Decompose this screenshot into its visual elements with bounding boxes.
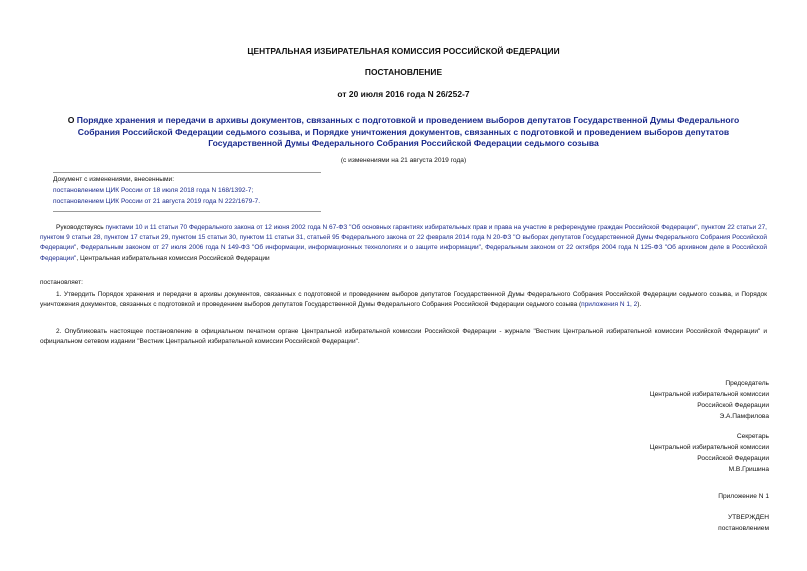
- link-law-149fz[interactable]: Федеральным законом от 27 июля 2006 года N 149-ФЗ "Об информации, информационных технологиях и о защите информации": [80, 244, 481, 252]
- document-type: ПОСТАНОВЛЕНИЕ: [364, 67, 443, 77]
- signature-org-line-2: Российской Федерации: [697, 455, 769, 462]
- link-law-125fz[interactable]: Федеральным законом от 22 октября 2004 года N 125-ФЗ "Об архивном деле в Российской Федерации": [40, 244, 767, 262]
- changes-link-2019[interactable]: постановлением ЦИК России от 21 августа 2019 года N 222/1679-7.: [53, 198, 261, 205]
- changes-link-2018[interactable]: постановлением ЦИК России от 18 июля 2018 года N 168/1392-7;: [53, 187, 254, 194]
- preamble-lead: Руководствуясь: [56, 224, 106, 231]
- signature-org-line-2: Российской Федерации: [697, 402, 769, 409]
- issuing-organization: ЦЕНТРАЛЬНАЯ ИЗБИРАТЕЛЬНАЯ КОМИССИЯ РОССИЙСКОЙ ФЕДЕРАЦИИ: [247, 46, 560, 56]
- point-1-end: ).: [637, 301, 642, 309]
- point-2-paragraph: 2. Опубликовать настоящее постановление в официальном печатном органе Центральной избирательной комиссии Российской Федерации - журнале "Вестник Центральной избирательной комиссии Российской Федерации" и официальном сетевом издании "Вестник Центральной избирательной комиссии Российской Федерации".: [40, 328, 767, 346]
- preamble-sep-2: ,: [76, 244, 81, 252]
- changes-divider-top: [53, 172, 321, 173]
- signature-role: Председатель: [725, 380, 769, 387]
- revision-note: (с изменениями на 21 августа 2019 года): [340, 157, 467, 164]
- signature-name: Э.А.Памфилова: [719, 413, 769, 420]
- changes-block: [53, 174, 353, 207]
- link-law-67fz[interactable]: пунктами 10 и 11 статьи 70 Федерального закона от 12 июня 2002 года N 67-ФЗ "Об основных гарантиях избирательных прав и права на участие в референдуме граждан Российской Федерации": [105, 224, 698, 231]
- preamble-paragraph: [40, 223, 767, 264]
- changes-divider-bottom: [53, 211, 321, 212]
- decides-label: постановляет:: [40, 279, 83, 286]
- preamble-sep-1: ,: [697, 224, 702, 231]
- document-title: [55, 115, 752, 150]
- preamble-tail: , Центральная избирательная комиссия Российской Федерации: [76, 254, 270, 262]
- title-prefix: О: [67, 115, 75, 125]
- preamble-sep-3: ,: [481, 244, 486, 252]
- signature-role: Секретарь: [736, 433, 769, 440]
- point-1-paragraph: [40, 290, 767, 310]
- link-appendices[interactable]: приложения N 1, 2: [581, 301, 638, 309]
- signature-org-line-1: Центральной избирательной комиссии: [649, 444, 769, 451]
- appendix-label: Приложение N 1: [718, 493, 769, 500]
- approved-by: постановлением: [718, 525, 769, 532]
- signature-org-line-1: Центральной избирательной комиссии: [649, 391, 769, 398]
- point-1-text: 1. Утвердить Порядок хранения и передачи в архивы документов, связанных с подготовкой и проведением выборов депутатов Государственной Думы Федерального Собрания Российской Федерации седьмого созыва, и Порядок уничтожения документов, связанных с подготовкой и проведением выборов депутатов Государственной Думы Федерального Собрания Российской Федерации седьмого созыва (: [40, 291, 767, 309]
- signature-name: М.В.Гришина: [728, 466, 769, 473]
- appendix-approval: [519, 512, 769, 534]
- link-law-20fz[interactable]: пунктом 22 статьи 27, пунктом 9 статьи 28, пунктом 17 статьи 29, пунктом 15 статьи 30, пунктом 11 статьи 31, статьей 95 Федерального закона от 22 февраля 2014 года N 20-ФЗ "О выборах депутатов Государственной Думы Федерального Собрания Российской Федерации": [40, 224, 767, 252]
- document-date-number: от 20 июля 2016 года N 26/252-7: [337, 89, 470, 99]
- signature-secretary: [519, 431, 769, 475]
- signature-chairman: [519, 378, 769, 422]
- changes-heading: Документ с изменениями, внесенными:: [53, 176, 175, 183]
- title-text: Порядке хранения и передачи в архивы документов, связанных с подготовкой и проведением выборов депутатов Государственной Думы Федерального Собрания Российской Федерации седьмого созыва, и Порядке уничтожения документов, связанных с подготовкой и проведением выборов депутатов Государственной Думы Федерального Собрания Российской Федерации седьмого созыва: [76, 115, 740, 149]
- approved-label: УТВЕРЖДЕН: [727, 514, 769, 521]
